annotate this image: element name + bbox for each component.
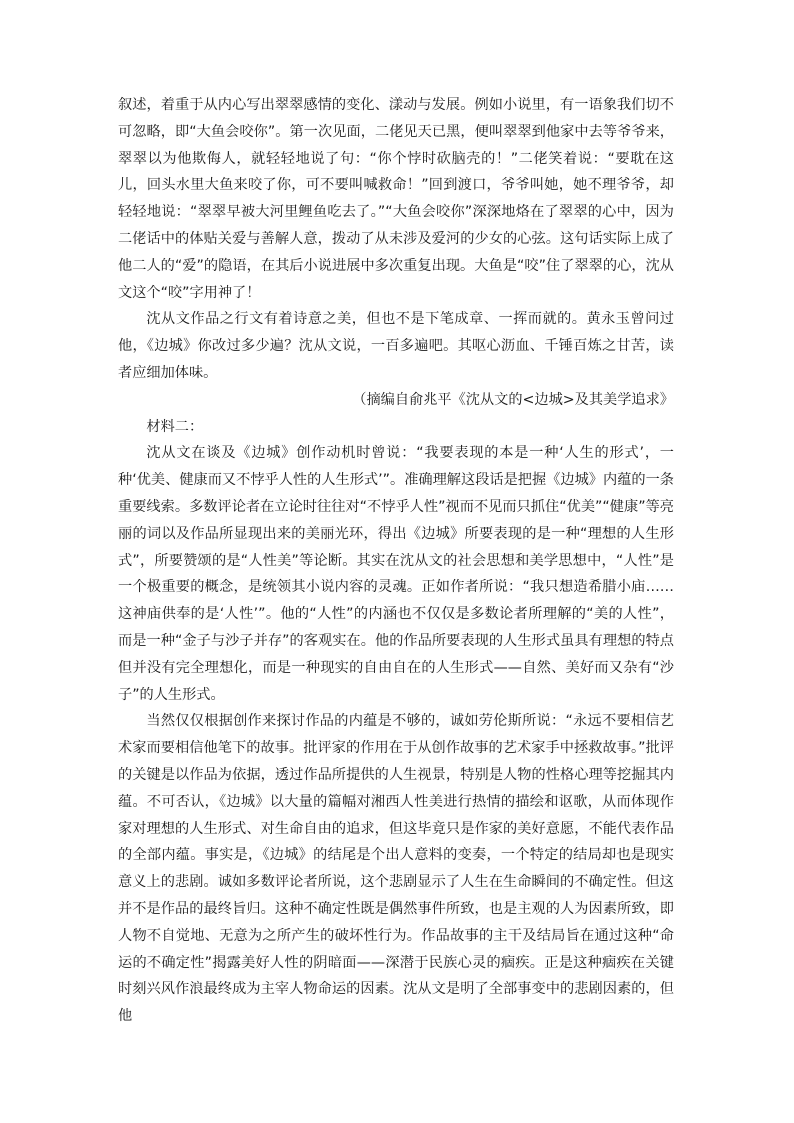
source-citation: （摘编自俞兆平《沈从文的<边城>及其美学追求》 bbox=[352, 391, 674, 408]
material-two-heading: 材料二： bbox=[146, 418, 204, 435]
paragraph-work-analysis: 当然仅仅根据创作来探讨作品的内蕴是不够的，诚如劳伦斯所说：“永远不要相信艺术家而要相信他笔下的故事。批评家的作用在于从创作故事的艺术家手中拯救故事。”批评的关键是以作品为依据，透过作品所提供的人生视景，特别是人物的性格心理等挖掘其内蕴。不可否认，《边城》以大量的篇幅对湘西人性美进行热情的描绘和讴歌，从而体现作家对理想的人生形式、对生命自由的追求，但这毕竟只是作家的美好意愿，不能代表作品的全部内蕴。事实是，《边城》的结尾是个出人意料的变奏，一个特定的结局却也是现实意义上的悲剧。诚如多数评论者所说，这个悲剧显示了人生在生命瞬间的不确定性。但这并不是作品的最终旨归。这种不确定性既是偶然事件所致，也是主观的人为因素所致，即人物不自觉地、无意为之所产生的破坏性行为。作品故事的主干及结局旨在通过这种“命运的不确定性”揭露美好人性的阴暗面——深潜于民族心灵的痼疾。正是这种痼疾在关键时刻兴风作浪最终成为主宰人物命运的因素。沈从文是明了全部事变中的悲剧因素的，但他 bbox=[118, 713, 674, 1025]
document-page bbox=[118, 92, 674, 1030]
paragraph-revision-note: 沈从文作品之行文有着诗意之美，但也不是下笔成章、一挥而就的。黄永玉曾问过他，《边城》你改过多少遍？沈从文说，一百多遍吧。其呕心沥血、千锤百炼之甘苦，读者应细加体味。 bbox=[118, 311, 674, 381]
paragraph-continuation: 叙述，着重于从内心写出翠翠感情的变化、漾动与发展。例如小说里，有一语象我们切不可忽略，即“大鱼会咬你”。第一次见面，二佬见天已黑，便叫翠翠到他家中去等爷爷来，翠翠以为他欺侮人，就轻轻地说了句：“你个悖时砍脑壳的！”二佬笑着说：“要耽在这儿，回头水里大鱼来咬了你，可不要叫喊救命！”回到渡口，爷爷叫她，她不理爷爷，却轻轻地说：“翠翠早被大河里鲤鱼吃去了。”“大鱼会咬你”深深地烙在了翠翠的心中，因为二佬话中的体贴关爱与善解人意，拨动了从未涉及爱河的少女的心弦。这句话实际上成了他二人的“爱”的隐语，在其后小说进展中多次重复出现。大鱼是“咬”住了翠翠的心，沈从文这个“咬”字用神了！ bbox=[118, 97, 674, 301]
paragraph-creative-motive: 沈从文在谈及《边城》创作动机时曾说：“我要表现的本是一种‘人生的形式’，一种‘优美、健康而又不悖乎人性的人生形式’”。准确理解这段话是把握《边城》内蕴的一条重要线索。多数评论者在立论时往往对“不悖乎人性”视而不见而只抓住“优美”“健康”等亮丽的词以及作品所显现出来的美丽光环，得出《边城》所要表现的是一种“理想的人生形式”，所要赞颂的是“人性美”等论断。其实在沈从文的社会思想和美学思想中，“人性”是一个极重要的概念，是统领其小说内容的灵魂。正如作者所说：“我只想造希腊小庙……这神庙供奉的是‘人性’”。他的“人性”的内涵也不仅仅是多数论者所理解的“美的人性”，而是一种“金子与沙子并存”的客观实在。他的作品所要表现的人生形式虽具有理想的特点但并没有完全理想化，而是一种现实的自由自在的人生形式——自然、美好而又杂有“沙子”的人生形式。 bbox=[118, 445, 674, 703]
